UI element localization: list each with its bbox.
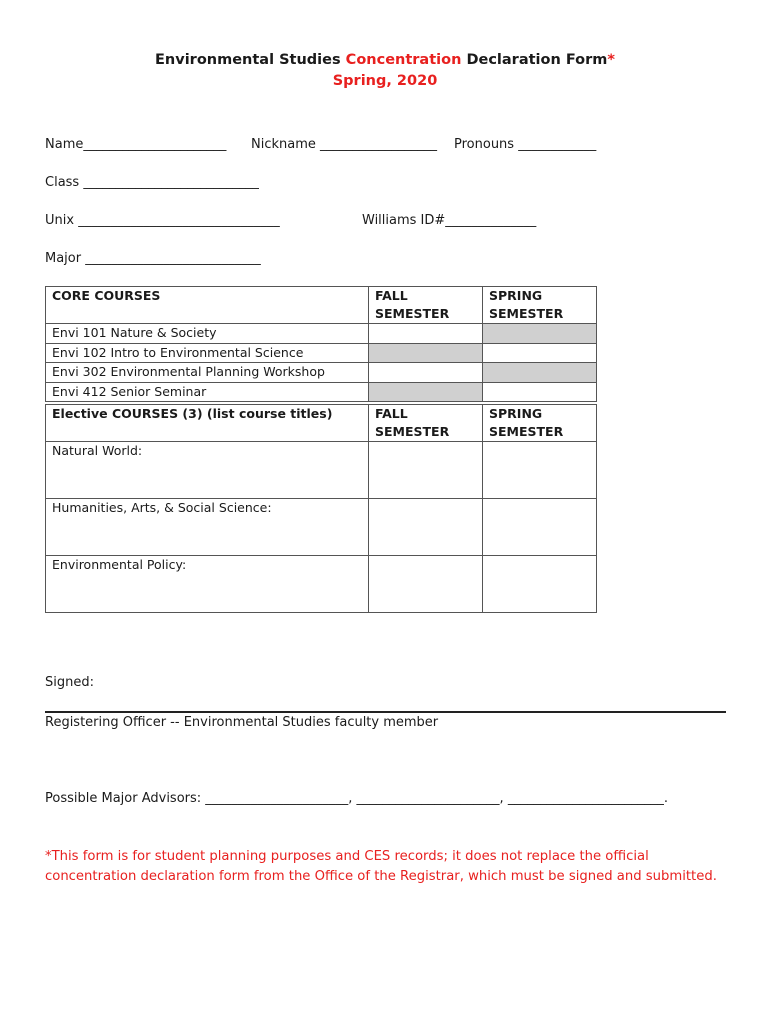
advisors-field[interactable]: Possible Major Advisors: ______________________, ______________________, ________________________. (45, 791, 668, 806)
fall-cell[interactable] (369, 363, 483, 383)
fall-cell-shaded (369, 382, 483, 402)
fall-cell-shaded (369, 343, 483, 363)
pronouns-field[interactable]: Pronouns ____________ (454, 137, 597, 152)
course-name: Envi 101 Nature & Society (46, 324, 369, 344)
core-courses-table (45, 286, 597, 402)
elective-category[interactable]: Humanities, Arts, & Social Science: (46, 499, 369, 556)
name-field[interactable]: Name______________________ (45, 137, 227, 152)
footnote: *This form is for student planning purposes and CES records; it does not replace the official concentration declaration form from the Office of the Registrar, which must be signed and submitted. (45, 849, 717, 884)
course-name: Envi 102 Intro to Environmental Science (46, 343, 369, 363)
table-row (46, 363, 597, 383)
table-row (46, 382, 597, 402)
fall-cell[interactable] (369, 556, 483, 613)
title-asterisk: * (607, 52, 615, 68)
elective-courses-table (45, 404, 597, 613)
core-header-row (46, 287, 597, 324)
table-row (46, 442, 597, 499)
registering-officer-label: Registering Officer -- Environmental Studies faculty member (45, 715, 439, 730)
form-subtitle: Spring, 2020 (332, 73, 438, 89)
spring-semester-header: SPRING SEMESTER (483, 405, 597, 442)
fall-cell[interactable] (369, 442, 483, 499)
core-courses-header: CORE COURSES (46, 287, 369, 324)
elective-header-row (46, 405, 597, 442)
signature-line[interactable] (45, 711, 726, 713)
fall-semester-header: FALL SEMESTER (369, 405, 483, 442)
spring-cell-shaded (483, 324, 597, 344)
spring-cell[interactable] (483, 382, 597, 402)
spring-cell[interactable] (483, 499, 597, 556)
table-row (46, 343, 597, 363)
spring-cell[interactable] (483, 442, 597, 499)
spring-cell[interactable] (483, 556, 597, 613)
course-name: Envi 302 Environmental Planning Workshop (46, 363, 369, 383)
nickname-field[interactable]: Nickname __________________ (251, 137, 438, 152)
elective-category[interactable]: Environmental Policy: (46, 556, 369, 613)
spring-cell[interactable] (483, 343, 597, 363)
fall-semester-header: FALL SEMESTER (369, 287, 483, 324)
major-field[interactable]: Major ___________________________ (45, 251, 261, 266)
fall-cell[interactable] (369, 324, 483, 344)
signed-label: Signed: (45, 675, 94, 690)
table-row (46, 556, 597, 613)
spring-cell-shaded (483, 363, 597, 383)
title-text-1: Environmental Studies (155, 52, 346, 68)
unix-field[interactable]: Unix _______________________________ (45, 213, 280, 228)
table-row (46, 324, 597, 344)
spring-semester-header: SPRING SEMESTER (483, 287, 597, 324)
table-row (46, 499, 597, 556)
fall-cell[interactable] (369, 499, 483, 556)
elective-category[interactable]: Natural World: (46, 442, 369, 499)
title-highlight: Concentration (345, 52, 462, 68)
williams-id-field[interactable]: Williams ID#______________ (362, 213, 537, 228)
elective-courses-header: Elective COURSES (3) (list course titles) (46, 405, 369, 442)
course-name: Envi 412 Senior Seminar (46, 382, 369, 402)
class-field[interactable]: Class ___________________________ (45, 175, 259, 190)
form-title (0, 50, 770, 70)
title-text-2: Declaration Form (461, 52, 608, 68)
